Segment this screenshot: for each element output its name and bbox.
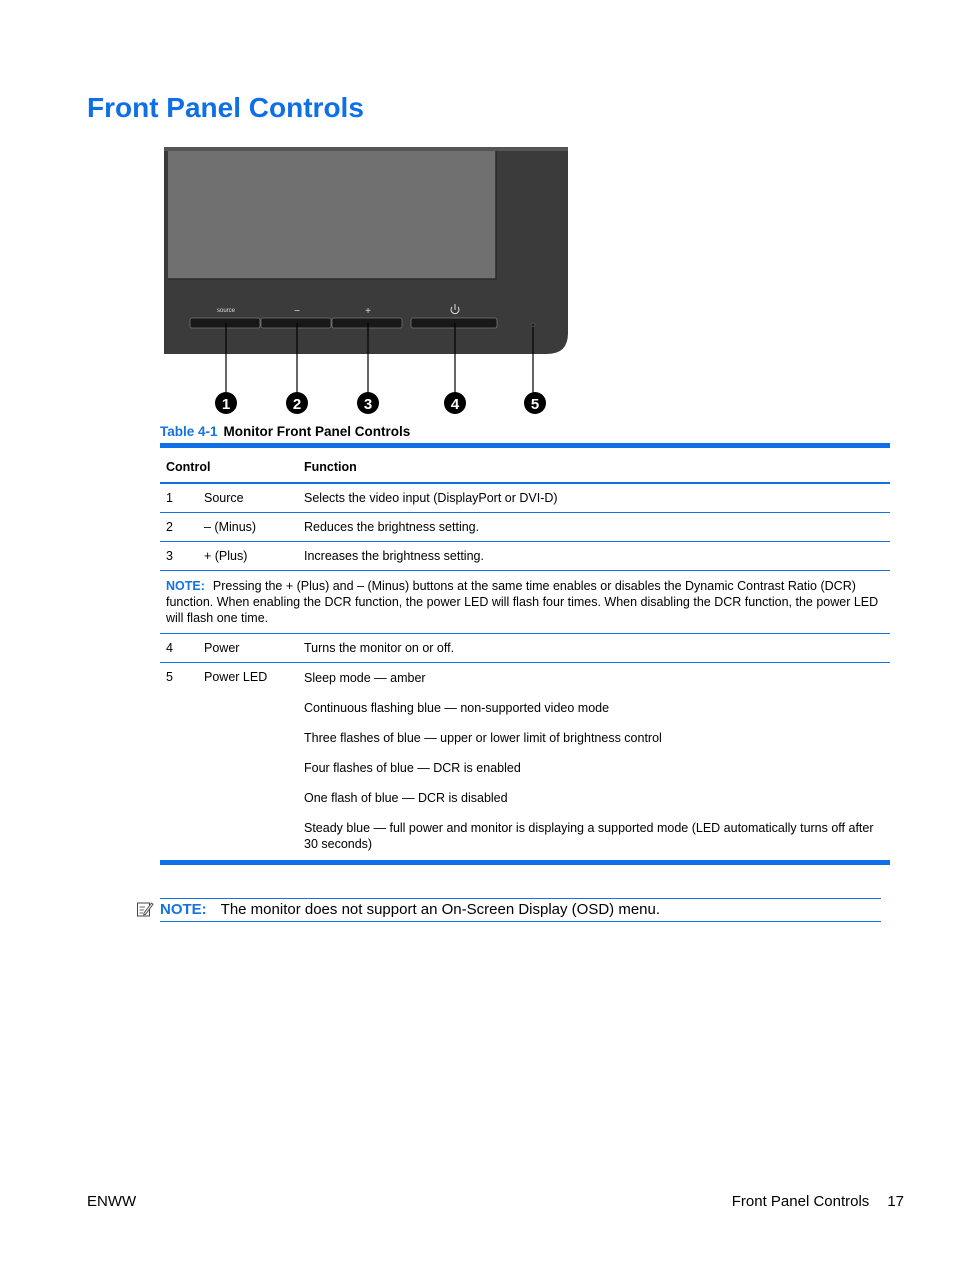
power-button: [411, 318, 497, 328]
row-control: Power LED: [198, 663, 298, 863]
table-caption-number: Table 4-1: [160, 424, 218, 439]
table-row: [160, 663, 890, 863]
svg-text:5: 5: [530, 396, 540, 413]
minus-button-label: −: [294, 306, 300, 317]
table-row: [160, 513, 890, 542]
bottom-note: [160, 898, 881, 922]
footer-left: ENWW: [87, 1193, 137, 1210]
page-title: Front Panel Controls: [87, 92, 364, 123]
led-state: Sleep mode — amber: [304, 671, 426, 685]
bottom-note-label: NOTE:: [160, 901, 207, 918]
power-led: [531, 323, 535, 327]
row-function: Selects the video input (DisplayPort or DVI-D): [298, 483, 890, 513]
callout-4: [444, 392, 466, 414]
row-number: 4: [160, 634, 198, 663]
callout-1: [215, 392, 237, 414]
table-caption: [160, 424, 410, 439]
plus-button-label: +: [365, 306, 371, 317]
monitor-front-panel-figure: [160, 145, 580, 417]
header-control: Control: [160, 446, 298, 484]
row-control: – (Minus): [198, 513, 298, 542]
row-number: 5: [160, 663, 198, 863]
row-number: 3: [160, 542, 198, 571]
row-control: Source: [198, 483, 298, 513]
row-function: Turns the monitor on or off.: [298, 634, 890, 663]
svg-text:2: 2: [292, 396, 302, 413]
table-row: [160, 483, 890, 513]
svg-text:3: 3: [363, 396, 373, 413]
svg-text:4: 4: [450, 396, 460, 413]
table-row: [160, 634, 890, 663]
led-state: Three flashes of blue — upper or lower limit of brightness control: [304, 731, 662, 745]
row-number: 2: [160, 513, 198, 542]
header-function: Function: [298, 446, 890, 484]
led-state: Continuous flashing blue — non-supported video mode: [304, 701, 610, 715]
minus-button: [261, 318, 331, 328]
led-state: Four flashes of blue — DCR is enabled: [304, 761, 521, 775]
page-number: 17: [887, 1193, 904, 1210]
row-function: Increases the brightness setting.: [298, 542, 890, 571]
callout-3: [357, 392, 379, 414]
bottom-note-text: The monitor does not support an On-Screen Display (OSD) menu.: [220, 901, 661, 918]
callout-5: [524, 392, 546, 414]
footer-right: [732, 1193, 904, 1210]
note-pencil-icon: [136, 900, 154, 918]
row-control: + (Plus): [198, 542, 298, 571]
led-state: Steady blue — full power and monitor is displaying a supported mode (LED automatically turns off after 30 seconds): [304, 821, 874, 851]
source-button: [190, 318, 260, 328]
footer-section-title: Front Panel Controls: [731, 1193, 870, 1210]
table-note-label: NOTE:: [166, 579, 205, 593]
plus-button: [332, 318, 402, 328]
row-function-list: [298, 663, 890, 863]
row-number: 1: [160, 483, 198, 513]
table-caption-title: Monitor Front Panel Controls: [223, 424, 411, 439]
table-note-text: Pressing the + (Plus) and – (Minus) buttons at the same time enables or disables the Dynamic Contrast Ratio (DCR) function. When enabling the DCR function, the power LED will flash four times. When disabling the DCR function, the power LED will flash one time.: [166, 579, 879, 625]
led-state: One flash of blue — DCR is disabled: [304, 791, 508, 805]
table-note-row: [160, 571, 890, 634]
row-function: Reduces the brightness setting.: [298, 513, 890, 542]
row-control: Power: [198, 634, 298, 663]
table-row: [160, 542, 890, 571]
svg-text:1: 1: [221, 396, 231, 413]
monitor-screen: [168, 151, 496, 279]
source-button-label: source: [216, 308, 236, 314]
controls-table: [160, 443, 890, 865]
callout-2: [286, 392, 308, 414]
